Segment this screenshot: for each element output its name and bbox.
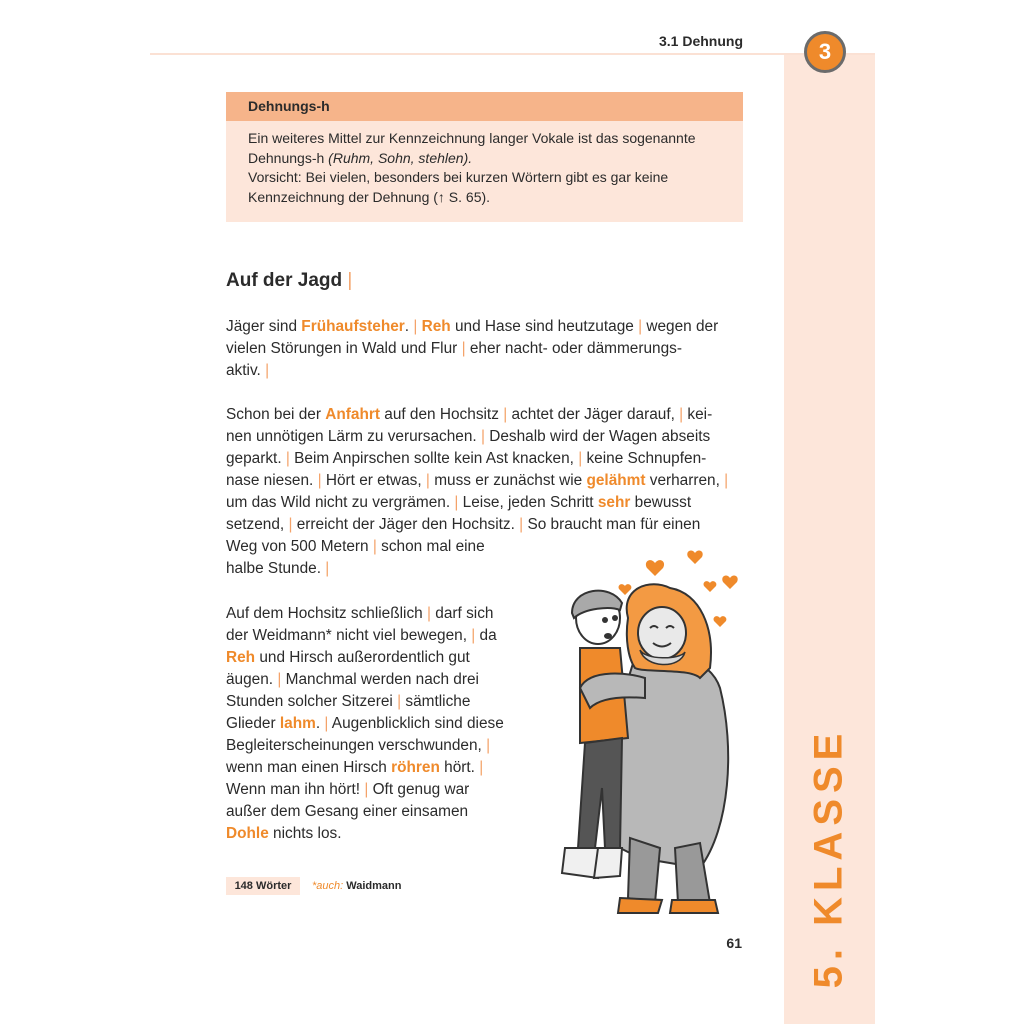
pause-marker: | [325,560,330,577]
pause-marker: | [578,450,583,467]
pause-marker: | [425,472,430,489]
highlighted-word: röhren [391,759,440,776]
info-box-title: Dehnungs-h [226,92,743,121]
info-box-body [226,121,743,207]
running-head: 3.1 Dehnung [658,33,743,49]
story-paragraph-1: Jäger sind Frühaufsteher. | Reh und Hase sind heutzutage | wegen der vielen Störungen in Wald und Flur | eher nacht- oder dämmerungs- aktiv. | [226,318,719,379]
info-examples: (Ruhm, Sohn, stehlen). [328,149,473,166]
pause-marker: | [486,737,491,754]
pause-marker: | [519,516,524,533]
info-line: Dehnungs-h (Ruhm, Sohn, stehlen). [248,149,473,166]
pause-marker: | [285,450,290,467]
info-line: Vorsicht: Bei vielen, besonders bei kurzen Wörtern gibt es gar keine [248,169,669,185]
footnote [312,877,401,895]
pause-marker: | [479,759,484,776]
pause-marker: | [679,406,684,423]
pause-marker: | [427,605,432,622]
page-number: 61 [726,935,742,951]
illustration-hunter-hugging-yeti [550,548,750,928]
chapter-number-badge: 3 [804,31,846,73]
pause-marker: | [471,627,476,644]
highlighted-word: Dohle [226,825,269,842]
pause-marker: | [347,270,353,291]
highlighted-word: lahm [279,715,316,732]
pause-marker: | [503,406,508,423]
footnote-text: Waidmann [346,880,402,892]
pause-marker: | [372,538,377,555]
pause-marker: | [724,472,729,489]
highlighted-word: Frühaufsteher [301,318,405,335]
info-line: Kennzeichnung der Dehnung (↑ S. 65). [248,188,491,205]
pause-marker: | [461,340,466,357]
pause-marker: | [317,472,322,489]
highlighted-word: sehr [597,494,631,511]
pause-marker: | [397,693,402,710]
info-box [226,92,743,222]
pause-marker: | [288,516,293,533]
pause-marker: | [265,362,270,379]
info-line: Ein weiteres Mittel zur Kennzeichnung langer Vokale ist das sogenannte [248,130,696,146]
pause-marker: | [454,494,459,511]
pause-marker: | [364,781,369,798]
footnote-mark: *auch: [312,880,344,892]
highlighted-word: Anfahrt [325,406,380,423]
pause-marker: | [277,671,282,688]
pause-marker: | [413,318,418,335]
highlighted-word: gelähmt [586,472,646,489]
pause-marker: | [324,715,329,732]
story-title: Auf der Jagd | [226,270,353,291]
pause-marker: | [638,318,643,335]
word-count-badge: 148 Wörter [226,877,300,895]
highlighted-word: Reh [226,649,256,666]
header-rule [150,53,875,55]
grade-side-label: 5. KLASSE [806,727,851,989]
pause-marker: | [480,428,485,445]
story-paragraph-2: Schon bei der Anfahrt auf den Hochsitz | achtet der Jäger darauf, | kei- nen unnötigen Lärm zu verursachen. | Deshalb wird der Wagen abseits geparkt. | Beim Anpirschen sollte kein Ast knacken, | keine Schnupfen- nase niesen. | Hört er etwas, | muss er zunächst wie gelähmt verharren, | um das Wild nicht zu vergrämen. | Leise, jeden Schritt sehr bewusst setzend, | erreicht der Jäger den Hochsitz. | So braucht man für einen Weg von 500 Metern | schon mal eine halbe Stunde. | [226,406,729,577]
story-paragraph-3: Auf dem Hochsitz schließlich | darf sich der Weidmann* nicht viel bewegen, | da Reh und Hirsch außerordentlich gut äugen. | Manchmal werden nach drei Stunden solcher Sitzerei | sämtliche Glieder lahm. | Augenblicklich sind diese Begleiterscheinungen verschwunden, | wenn man einen Hirsch röhren hört. | Wenn man ihn hört! | Oft genug war außer dem Gesang einer einsamen Dohle nichts los. [226,605,504,842]
highlighted-word: Reh [421,318,451,335]
